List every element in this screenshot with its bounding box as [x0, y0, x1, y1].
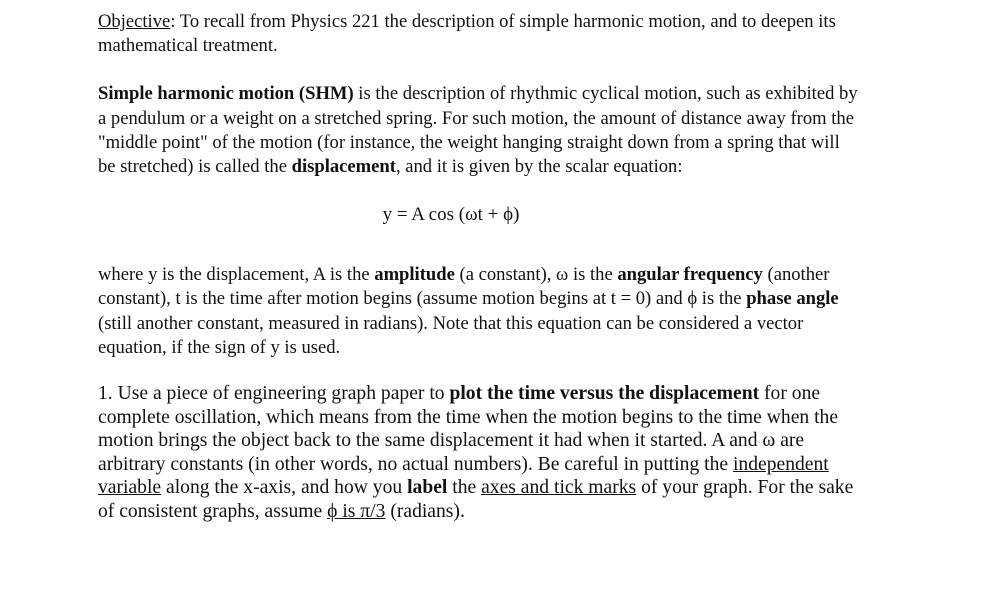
task-1-paragraph — [98, 382, 858, 523]
shm-term: Simple harmonic motion (SHM) — [98, 83, 354, 105]
objective-text: To recall from Physics 221 the description of simple harmonic motion, and to deepen its mathematical treatment. — [98, 11, 836, 57]
displacement-term: displacement — [291, 156, 396, 178]
task-text-2: for one complete oscillation, which means from the time when the motion begins to the time when the motion brings the object back to the same displacement it had when it started. A and ω are arbitrary constants (in other words, no actual numbers). Be careful in putting the — [98, 383, 839, 475]
task-text-6: (radians). — [385, 500, 465, 522]
task-text-1: 1. Use a piece of engineering graph paper to — [98, 383, 450, 405]
task-text-4: the — [447, 477, 482, 499]
task-underline-phase-value: ϕ is π/3 — [327, 500, 386, 522]
task-bold-label: label — [407, 477, 448, 499]
definitions-paragraph — [98, 263, 858, 360]
definitions-text-3: (another constant), t is the time after motion begins (assume motion begins at t = 0) and ϕ is the — [98, 264, 830, 310]
shm-paragraph — [98, 82, 858, 179]
task-text-3: along the x-axis, and how you — [161, 477, 408, 499]
task-underline-independent-variable: independent variable — [98, 453, 829, 499]
objective-paragraph — [98, 10, 858, 58]
task-underline-axes-tick-marks: axes and tick marks — [481, 477, 637, 499]
definitions-text-1: where y is the displacement, A is the — [98, 264, 375, 286]
definitions-text-2: (a constant), ω is the — [454, 264, 618, 286]
task-bold-plot: plot the time versus the displacement — [449, 383, 760, 405]
task-text-5: of your graph. For the sake of consistent graphs, assume — [98, 477, 854, 522]
shm-equation: y = A cos (ωt + ϕ) — [382, 204, 520, 226]
definitions-text-4: (still another constant, measured in radians). Note that this equation can be considered a vector equation, if the sign of y is used. — [98, 312, 804, 358]
angular-frequency-term: angular frequency — [617, 264, 763, 286]
objective-label: Objective — [98, 11, 171, 32]
phase-angle-term: phase angle — [746, 288, 839, 310]
amplitude-term: amplitude — [374, 264, 455, 286]
objective-separator: : — [170, 11, 180, 32]
shm-text-1: is the description of rhythmic cyclical motion, such as exhibited by a pendulum or a weight on a stretched spring. For such motion, the amount of distance away from the "middle point" of the motion (for instance, the weight hanging straight down from a spring that will be stretched) is called the — [98, 83, 858, 178]
document-page — [98, 10, 858, 523]
shm-text-2: , and it is given by the scalar equation: — [395, 156, 683, 178]
